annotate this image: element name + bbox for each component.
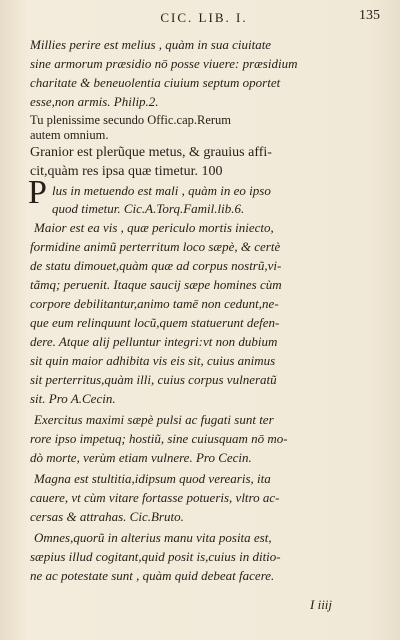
text-line: charitate & beneuolentia ciuium septum oportet	[30, 75, 281, 90]
text-line: sit perterritus,quàm illi, cuius corpus vulneratũ	[30, 372, 277, 387]
catchword-signature: I iiij	[310, 597, 333, 612]
text-line: quod timetur. Cic.A.Torq.Famil.lib.6.	[52, 201, 245, 216]
text-line: lus in metuendo est mali , quàm in eo ipso	[52, 183, 271, 198]
text-line: esse,non armis. Philip.2.	[30, 94, 159, 109]
text-line: Millies perire est melius , quàm in sua ciuitate	[30, 37, 272, 52]
text-line: ne ac potestate sunt , quàm quid debeat facere.	[30, 568, 275, 583]
text-line: que eum relinquunt locũ,quem statuerunt defen-	[30, 315, 280, 330]
text-line: dere. Atque alij pelluntur integri:vt non dubium	[30, 334, 278, 349]
text-line: de statu dimouet,quàm quæ ad corpus nostrũ,vi-	[30, 258, 282, 273]
drop-capital: P	[28, 174, 47, 211]
text-line: Omnes,quorũ in alterius manu vita posita est,	[34, 530, 272, 545]
text-line: sæpius illud cogitant,quid posit is,cuius in ditio-	[30, 549, 281, 564]
text-line: Magna est stultitia,idipsum quod verearis, ita	[34, 471, 271, 486]
text-line: Exercitus maximi sæpè pulsi ac fugati sunt ter	[34, 412, 274, 427]
page-header	[28, 8, 380, 28]
text-line: sit. Pro A.Cecin.	[30, 391, 116, 406]
text-line: formidine animũ perterritum loco sæpè, & certè	[30, 239, 281, 254]
text-line: cersas & attrahas. Cic.Bruto.	[30, 509, 184, 524]
text-line: sine armorum præsidio nō posse viuere: præsidium	[30, 56, 298, 71]
text-line: Maior est ea vis , quæ periculo mortis iniecto,	[34, 220, 274, 235]
text-line: rore ipso impetuq; hostiũ, sine cuiusquam nō mo-	[30, 431, 288, 446]
text-line: tãmq; peruenit. Itaque saucij sæpe homines cùm	[30, 277, 282, 292]
text-line: autem omnium.	[30, 128, 109, 142]
text-line: cit,quàm res ipsa quæ timetur. 100	[30, 164, 223, 179]
running-title: CIC. LIB. I.	[160, 10, 248, 25]
text-line: corpore debilitantur,animo tamē non cedunt,ne-	[30, 296, 279, 311]
page-number: 135	[359, 8, 380, 23]
text-line: sit quin maior adhibita vis eis sit, cuius animus	[30, 353, 276, 368]
text-line: cauere, vt cùm vitare fortasse potueris, vltro ac-	[30, 490, 280, 505]
text-line: dò morte, verùm etiam vulnere. Pro Cecin.	[30, 450, 252, 465]
text-line: Tu plenissime secundo Offic.cap.Rerum	[30, 113, 232, 127]
text-line: Granior est plerũque metus, & grauius affi-	[30, 145, 272, 160]
